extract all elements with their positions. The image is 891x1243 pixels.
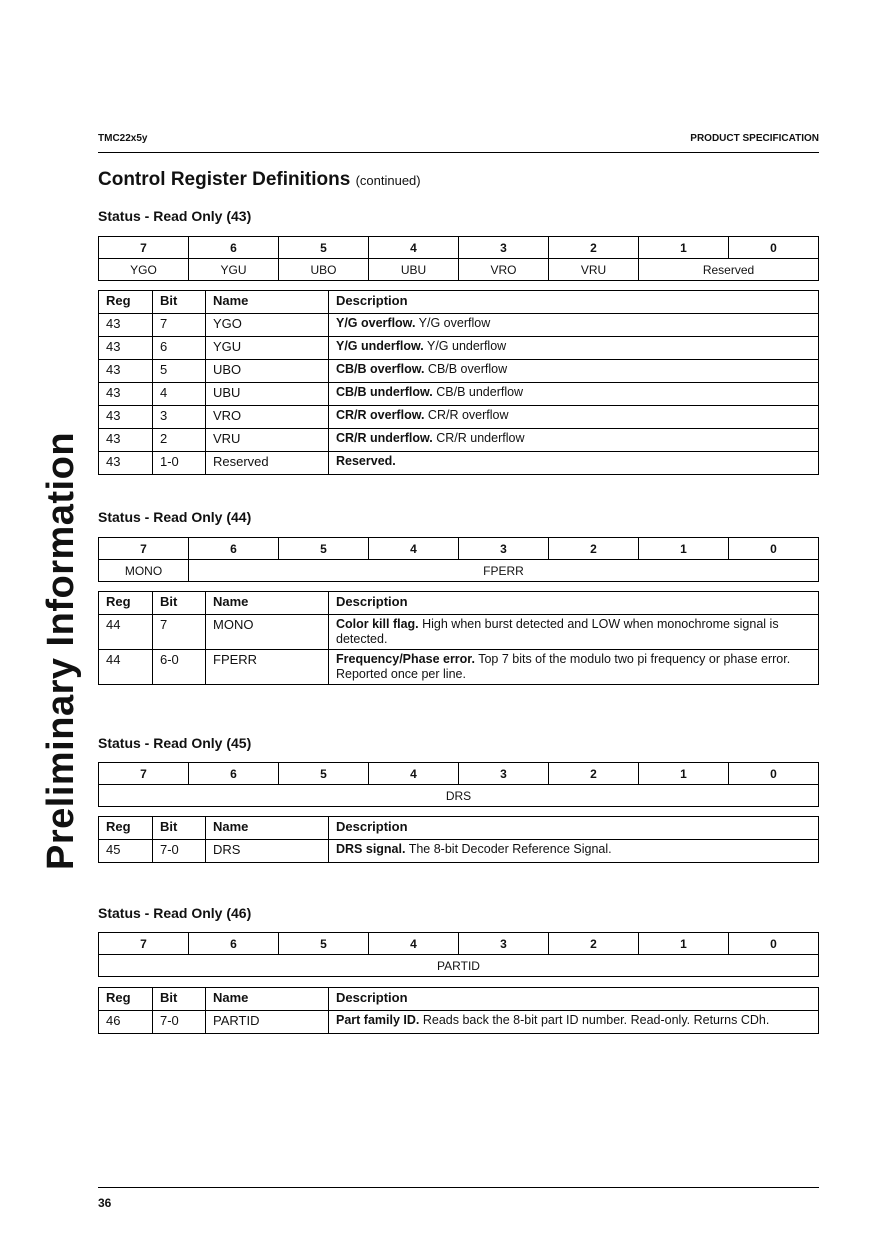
bit-number: 1	[639, 763, 729, 785]
desc-bold: CB/B overflow.	[336, 362, 425, 376]
cell-name: YGO	[206, 314, 329, 337]
table-header-row	[99, 988, 819, 1011]
cell-name: DRS	[206, 840, 329, 863]
desc-text: CR/R underflow	[432, 431, 525, 445]
bit-field: DRS	[99, 785, 819, 807]
bit-number: 5	[279, 538, 369, 560]
bit-field: YGO	[99, 259, 189, 281]
bit-layout-43	[98, 236, 819, 281]
cell-bit: 7	[153, 615, 206, 650]
bit-number: 6	[189, 538, 279, 560]
col-name: Name	[206, 592, 329, 615]
col-description: Description	[329, 817, 819, 840]
cell-description	[329, 650, 819, 685]
section-title-46: Status - Read Only (46)	[98, 905, 252, 921]
cell-reg: 46	[99, 1011, 153, 1034]
bit-number: 2	[549, 933, 639, 955]
desc-text: CR/R overflow	[424, 408, 509, 422]
side-banner: Preliminary Information	[40, 431, 82, 870]
register-table-43	[98, 290, 819, 475]
cell-description	[329, 1011, 819, 1034]
cell-reg: 45	[99, 840, 153, 863]
section-title-44: Status - Read Only (44)	[98, 509, 252, 525]
cell-reg: 43	[99, 337, 153, 360]
bit-number: 4	[369, 933, 459, 955]
col-name: Name	[206, 291, 329, 314]
bit-number-row	[99, 763, 819, 785]
bit-number: 1	[639, 237, 729, 259]
bit-number: 3	[459, 538, 549, 560]
bit-layout-44	[98, 537, 819, 582]
bit-field: MONO	[99, 560, 189, 582]
bit-number: 5	[279, 933, 369, 955]
bit-number: 7	[99, 763, 189, 785]
bit-field: FPERR	[189, 560, 819, 582]
col-reg: Reg	[99, 291, 153, 314]
table-row	[99, 429, 819, 452]
table-row	[99, 650, 819, 685]
bit-number: 7	[99, 538, 189, 560]
bit-field: UBU	[369, 259, 459, 281]
section-title-45: Status - Read Only (45)	[98, 735, 252, 751]
desc-text: Y/G overflow	[415, 316, 491, 330]
cell-name: VRU	[206, 429, 329, 452]
table-row	[99, 840, 819, 863]
table-row	[99, 314, 819, 337]
bit-number: 3	[459, 933, 549, 955]
desc-text: CB/B underflow	[432, 385, 524, 399]
cell-reg: 43	[99, 314, 153, 337]
cell-bit: 5	[153, 360, 206, 383]
bit-number: 7	[99, 237, 189, 259]
col-bit: Bit	[153, 592, 206, 615]
cell-reg: 43	[99, 406, 153, 429]
cell-bit: 7-0	[153, 840, 206, 863]
bit-field: UBO	[279, 259, 369, 281]
cell-name: YGU	[206, 337, 329, 360]
bit-number: 4	[369, 237, 459, 259]
col-description: Description	[329, 988, 819, 1011]
cell-description	[329, 337, 819, 360]
desc-bold: Y/G overflow.	[336, 316, 416, 330]
bit-number: 1	[639, 933, 729, 955]
header-rule	[98, 152, 819, 153]
cell-reg: 44	[99, 615, 153, 650]
cell-bit: 1-0	[153, 452, 206, 475]
bit-number: 4	[369, 538, 459, 560]
bit-number-row	[99, 538, 819, 560]
cell-description	[329, 840, 819, 863]
desc-bold: DRS signal.	[336, 842, 406, 856]
desc-bold: Y/G underflow.	[336, 339, 424, 353]
cell-name: VRO	[206, 406, 329, 429]
bit-field: VRO	[459, 259, 549, 281]
footer-rule	[98, 1187, 819, 1188]
cell-bit: 6	[153, 337, 206, 360]
bit-number: 2	[549, 237, 639, 259]
bit-number: 7	[99, 933, 189, 955]
col-bit: Bit	[153, 291, 206, 314]
bit-field-row	[99, 785, 819, 807]
desc-bold: Reserved.	[336, 454, 396, 468]
table-row	[99, 360, 819, 383]
col-description: Description	[329, 291, 819, 314]
desc-text: Y/G underflow	[423, 339, 507, 353]
cell-description	[329, 314, 819, 337]
table-row	[99, 1011, 819, 1034]
bit-number-row	[99, 237, 819, 259]
table-row	[99, 615, 819, 650]
doc-id: TMC22x5y	[98, 133, 148, 144]
desc-text: High when burst detected and LOW when monochrome signal is detected.	[336, 617, 779, 646]
bit-number: 4	[369, 763, 459, 785]
section-title-43: Status - Read Only (43)	[98, 208, 252, 224]
bit-field-row	[99, 259, 819, 281]
table-header-row	[99, 291, 819, 314]
table-header-row	[99, 817, 819, 840]
cell-description	[329, 429, 819, 452]
desc-bold: Part family ID.	[336, 1013, 420, 1027]
bit-field-row	[99, 955, 819, 977]
cell-name: Reserved	[206, 452, 329, 475]
cell-name: PARTID	[206, 1011, 329, 1034]
bit-number: 3	[459, 763, 549, 785]
bit-number: 6	[189, 933, 279, 955]
cell-bit: 3	[153, 406, 206, 429]
cell-description	[329, 406, 819, 429]
register-table-46	[98, 987, 819, 1034]
col-reg: Reg	[99, 817, 153, 840]
bit-number: 6	[189, 237, 279, 259]
bit-number: 0	[729, 933, 819, 955]
desc-bold: Frequency/Phase error.	[336, 652, 475, 666]
col-name: Name	[206, 988, 329, 1011]
cell-name: FPERR	[206, 650, 329, 685]
page-title	[98, 169, 421, 191]
register-table-45	[98, 816, 819, 863]
bit-layout-45	[98, 762, 819, 807]
desc-text: CB/B overflow	[424, 362, 508, 376]
cell-description	[329, 615, 819, 650]
bit-layout-46	[98, 932, 819, 977]
cell-bit: 4	[153, 383, 206, 406]
bit-field: YGU	[189, 259, 279, 281]
cell-description	[329, 360, 819, 383]
table-row	[99, 337, 819, 360]
cell-description	[329, 383, 819, 406]
page-title-text: Control Register Definitions	[98, 169, 351, 190]
cell-reg: 43	[99, 429, 153, 452]
cell-reg: 43	[99, 360, 153, 383]
col-bit: Bit	[153, 988, 206, 1011]
bit-number: 2	[549, 538, 639, 560]
desc-text: Top 7 bits of the modulo two pi frequency or phase error. Reported once per line.	[336, 652, 791, 681]
desc-text: Reads back the 8-bit part ID number. Read-only. Returns CDh.	[419, 1013, 770, 1027]
bit-number: 5	[279, 237, 369, 259]
bit-number: 6	[189, 763, 279, 785]
bit-number: 0	[729, 538, 819, 560]
desc-bold: CR/R overflow.	[336, 408, 425, 422]
bit-field: PARTID	[99, 955, 819, 977]
doc-type: PRODUCT SPECIFICATION	[690, 133, 819, 144]
cell-bit: 6-0	[153, 650, 206, 685]
col-bit: Bit	[153, 817, 206, 840]
desc-bold: Color kill flag.	[336, 617, 419, 631]
bit-number: 0	[729, 763, 819, 785]
desc-text: The 8-bit Decoder Reference Signal.	[405, 842, 612, 856]
bit-field: Reserved	[639, 259, 819, 281]
bit-number: 3	[459, 237, 549, 259]
col-reg: Reg	[99, 592, 153, 615]
col-description: Description	[329, 592, 819, 615]
cell-name: UBU	[206, 383, 329, 406]
bit-field: VRU	[549, 259, 639, 281]
register-table-44	[98, 591, 819, 685]
table-row	[99, 383, 819, 406]
cell-name: UBO	[206, 360, 329, 383]
desc-bold: CB/B underflow.	[336, 385, 433, 399]
cell-bit: 2	[153, 429, 206, 452]
page-title-suffix: (continued)	[355, 173, 421, 188]
cell-reg: 44	[99, 650, 153, 685]
desc-bold: CR/R underflow.	[336, 431, 433, 445]
bit-number-row	[99, 933, 819, 955]
col-name: Name	[206, 817, 329, 840]
bit-number: 1	[639, 538, 729, 560]
col-reg: Reg	[99, 988, 153, 1011]
table-header-row	[99, 592, 819, 615]
cell-bit: 7-0	[153, 1011, 206, 1034]
cell-bit: 7	[153, 314, 206, 337]
cell-description	[329, 452, 819, 475]
bit-number: 2	[549, 763, 639, 785]
cell-reg: 43	[99, 383, 153, 406]
table-row	[99, 452, 819, 475]
cell-name: MONO	[206, 615, 329, 650]
page-number: 36	[98, 1196, 112, 1210]
bit-field-row	[99, 560, 819, 582]
table-row	[99, 406, 819, 429]
cell-reg: 43	[99, 452, 153, 475]
bit-number: 0	[729, 237, 819, 259]
bit-number: 5	[279, 763, 369, 785]
